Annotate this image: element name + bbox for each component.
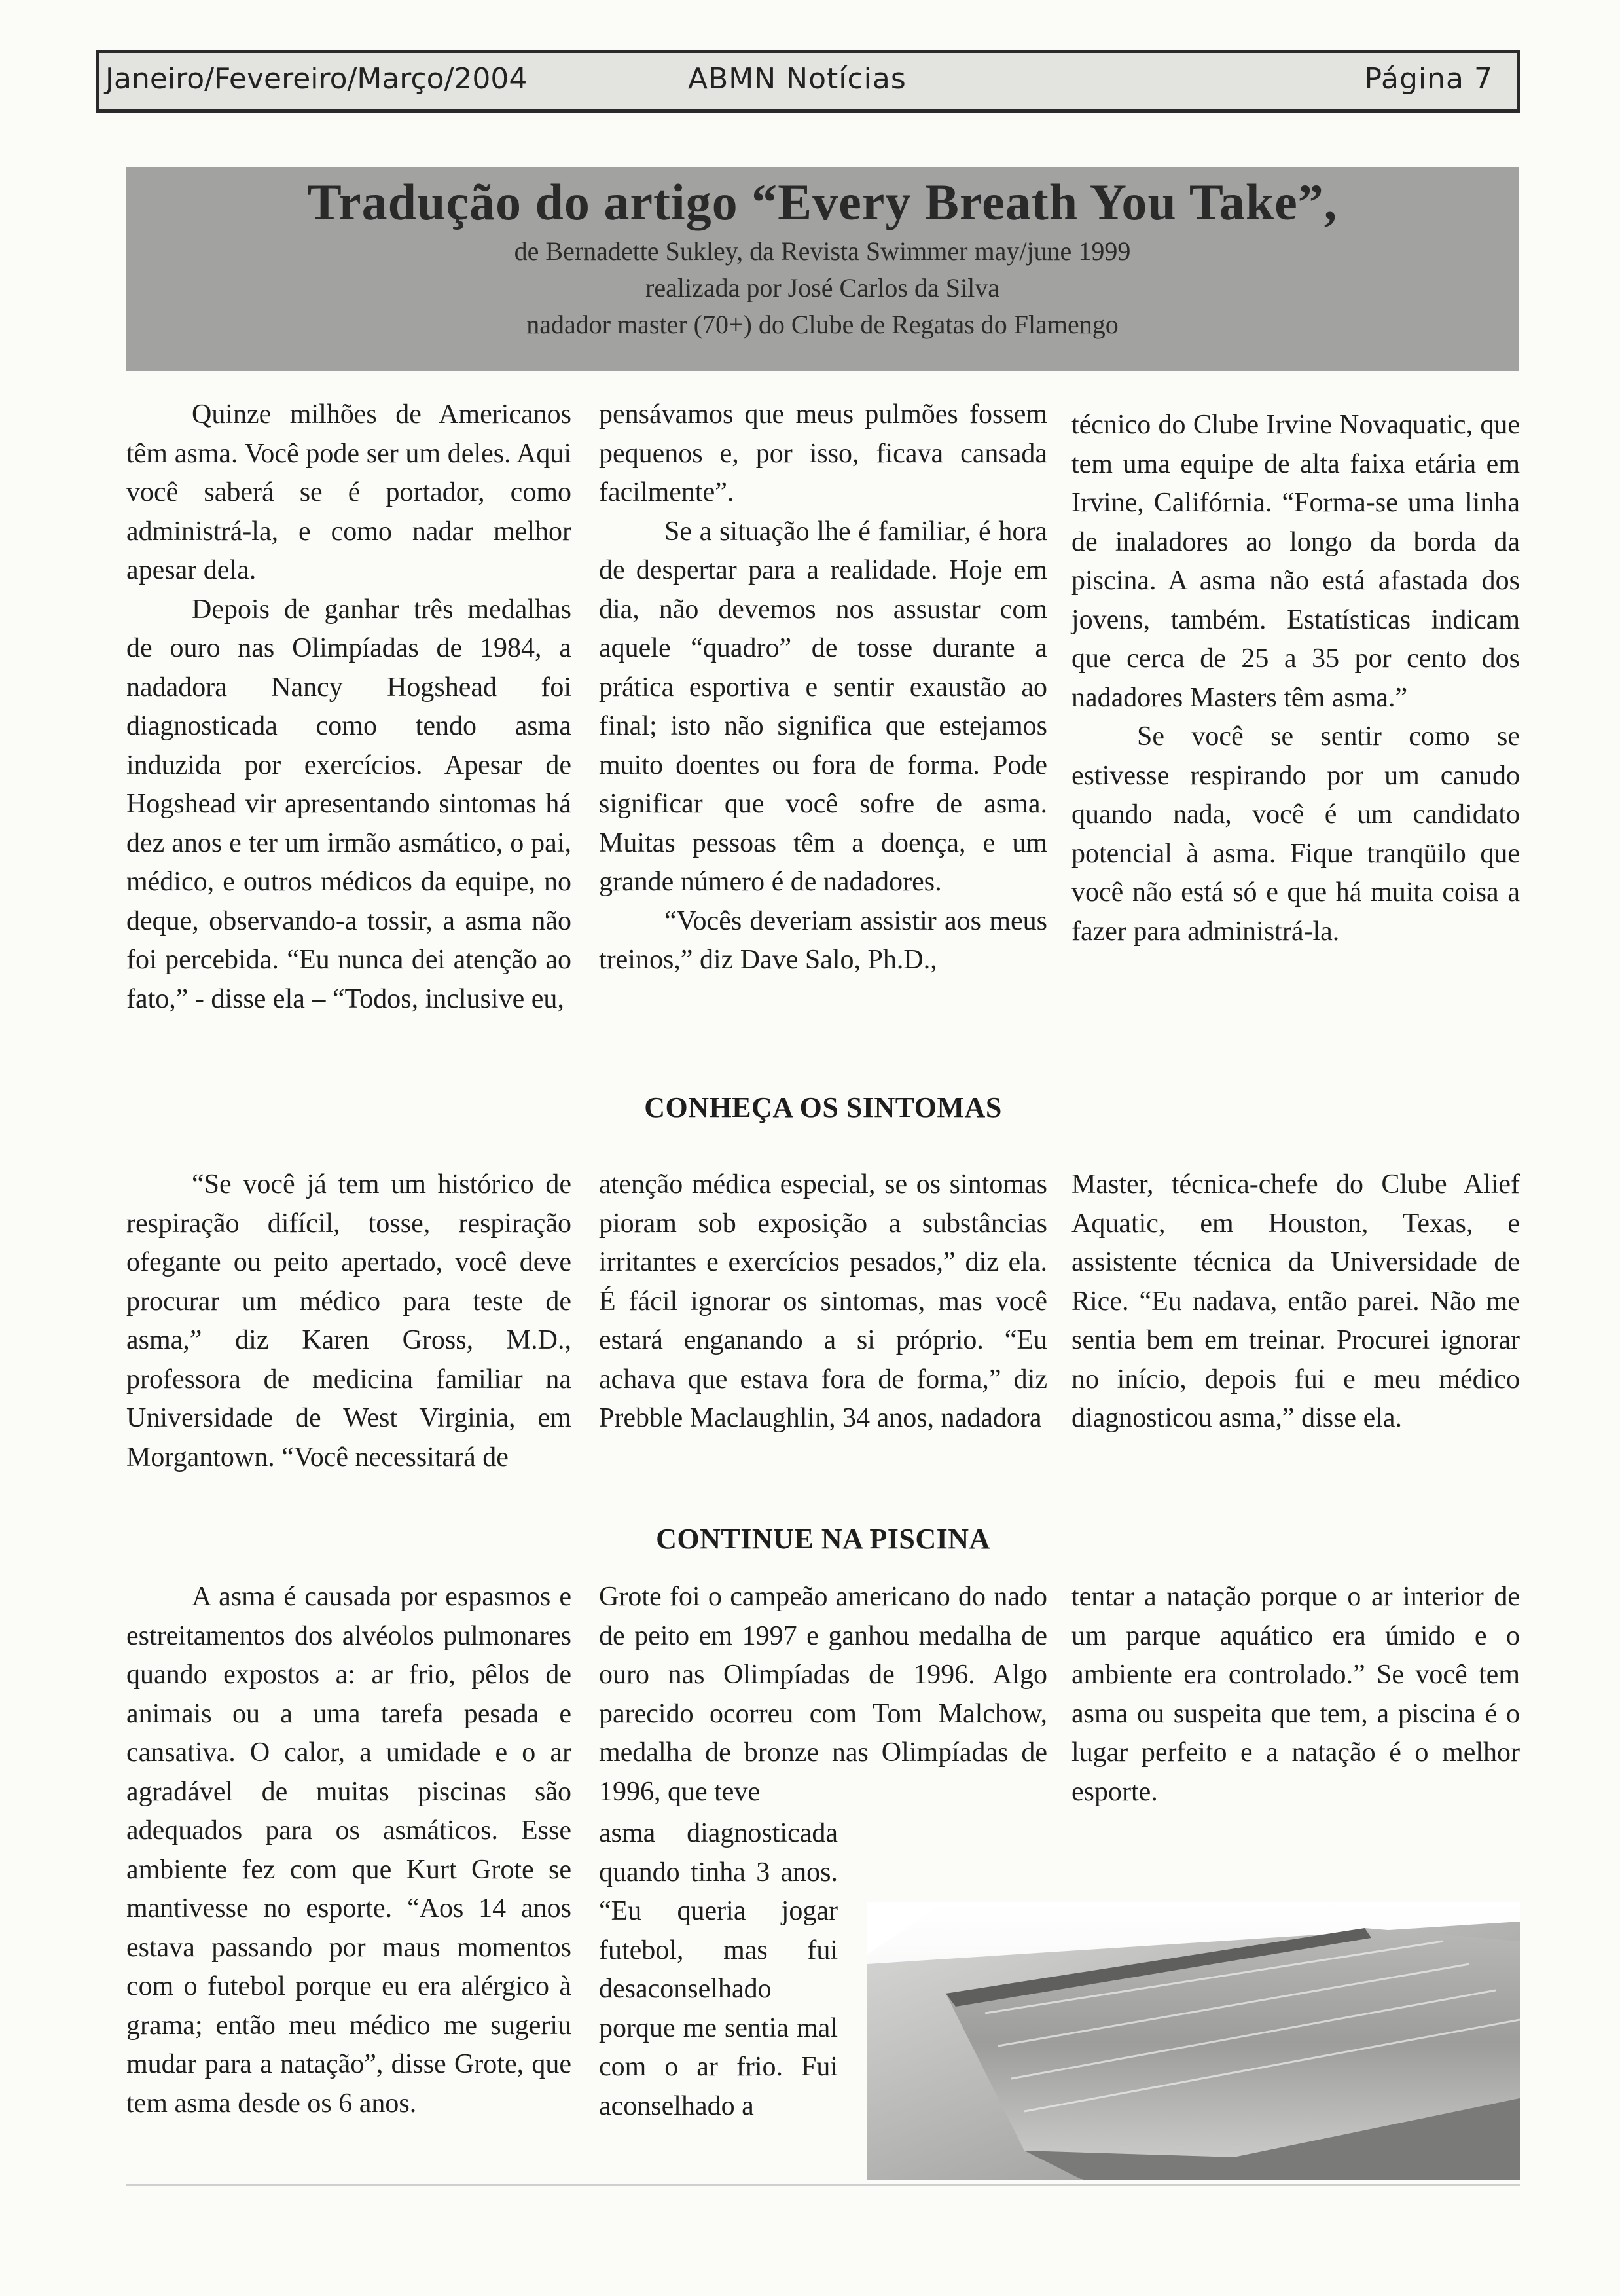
body-paragraph: atenção médica especial, se os sintomas pioram sob exposição a substâncias irritantes e exercícios pesados,” diz ela. É fácil ignorar os sintomas, mas você estará enganando a si próprio. “Eu achava que estava fora de forma,” diz Prebble Maclaughlin, 34 anos, nadadora bbox=[599, 1169, 1047, 1433]
intro-paragraph: Depois de ganhar três medalhas de ouro nas Olimpíadas de 1984, a nadadora Nancy Hogshead foi diagnosticada como tendo asma induzida por exercícios. Apesar de Hogshead vir apresentando sintomas há dez anos e ter um irmão asmático, o pai, médico, e outros médicos da equipe, no deque, observando-a tossir, a asma não foi percebida. “Eu nunca dei atenção ao fato,” - disse ela – “Todos, inclusive eu, bbox=[126, 594, 571, 1014]
article-translator: realizada por José Carlos da Silva bbox=[645, 273, 999, 302]
symptoms-column-3 bbox=[1071, 1165, 1520, 1438]
intro-paragraph: pensávamos que meus pulmões fossem pequenos e, por isso, ficava cansada facilmente”. bbox=[599, 399, 1047, 507]
body-paragraph: A asma é causada por espasmos e estreitamentos dos alvéolos pulmonares quando expostos a: ar frio, pêlos de animais ou a uma tarefa pesada e cansativa. O calor, a umidade e o ar agradável de muitas piscinas são adequados para os asmáticos. Esse ambiente fez com que Kurt Grote se mantivesse no esporte. “Aos 14 anos estava passando por maus momentos com o futebol porque eu era alérgico à grama; então meu médico me sugeriu mudar para a natação”, disse Grote, que tem asma desde os 6 anos. bbox=[126, 1582, 571, 2119]
intro-paragraph: “Vocês deveriam assistir aos meus treinos,” diz Dave Salo, Ph.D., bbox=[599, 905, 1047, 975]
body-paragraph: “Se você já tem um histórico de respiração difícil, tosse, respiração ofegante ou peito apertado, você deve procurar um médico para teste de asma,” diz Karen Gross, M.D., professora de medicina familiar na Universidade de West Virginia, em Morgantown. “Você necessitará de bbox=[126, 1169, 571, 1472]
intro-paragraph: técnico do Clube Irvine Novaquatic, que tem uma equipe de alta faixa etária em Irvine, Califórnia. “Forma-se uma linha de inaladores ao longo da borda da piscina. A asma não está afastada dos jovens, também. Estatísticas indicam que cerca de 25 a 35 por cento dos nadadores Masters têm asma.” bbox=[1071, 410, 1520, 713]
pool-column-2 bbox=[599, 1578, 1047, 1812]
intro-paragraph: Quinze milhões de Americanos têm asma. Você pode ser um deles. Aqui você saberá se é portador, como administrá-la, e como nadar melhor apesar dela. bbox=[126, 399, 571, 585]
page-header bbox=[96, 50, 1520, 113]
section-heading-symptoms: CONHEÇA OS SINTOMAS bbox=[644, 1091, 1002, 1123]
article-byline: de Bernadette Sukley, da Revista Swimmer may/june 1999 bbox=[514, 236, 1131, 266]
pool-column-3 bbox=[1071, 1578, 1520, 1812]
intro-paragraph: Se a situação lhe é familiar, é hora de despertar para a realidade. Hoje em dia, não devemos nos assustar com aquele “quadro” de tosse durante a prática esportiva e sentir exaustão ao final; isto não significa que estejamos muito doentes ou fora de forma. Pode significar que você sofre de asma. Muitas pessoas têm a doença, e um grande número é de nadadores. bbox=[599, 516, 1047, 897]
intro-column-1 bbox=[126, 395, 571, 1019]
article-title: Tradução do artigo “Every Breath You Take”, bbox=[307, 173, 1338, 230]
pool-column-2-continued bbox=[599, 1814, 838, 2126]
article-translator-affiliation: nadador master (70+) do Clube de Regatas do Flamengo bbox=[526, 310, 1119, 339]
intro-column-2 bbox=[599, 395, 1047, 980]
body-paragraph: asma diagnosticada quando tinha 3 anos. “Eu queria jogar futebol, mas fui desaconselhado porque me sentia mal com o ar frio. Fui aconselhado a bbox=[599, 1818, 838, 2121]
swimming-pool-photo bbox=[867, 1902, 1520, 2180]
body-paragraph: Grote foi o campeão americano do nado de peito em 1997 e ganhou medalha de ouro nas Olimpíadas de 1996. Algo parecido ocorreu com Tom Malchow, medalha de bronze nas Olimpíadas de 1996, que teve bbox=[599, 1582, 1047, 1807]
intro-column-3 bbox=[1071, 406, 1520, 951]
publication-name: ABMN Notícias bbox=[688, 62, 907, 96]
intro-paragraph: Se você se sentir como se estivesse respirando por um canudo quando nada, você é um candidato potencial à asma. Fique tranqüilo que você não está só e que há muita coisa a fazer para administrá-la. bbox=[1071, 721, 1520, 947]
symptoms-column-2 bbox=[599, 1165, 1047, 1438]
issue-date: Janeiro/Fevereiro/Março/2004 bbox=[105, 62, 528, 96]
symptoms-column-1 bbox=[126, 1165, 571, 1477]
body-paragraph: Master, técnica-chefe do Clube Alief Aquatic, em Houston, Texas, e assistente técnica da Universidade de Rice. “Eu nadava, então parei. Não me sentia bem em treinar. Procurei ignorar no início, depois fui e meu médico diagnosticou asma,” disse ela. bbox=[1071, 1169, 1520, 1433]
bottom-rule bbox=[126, 2184, 1520, 2186]
page-number: Página 7 bbox=[1364, 62, 1493, 96]
pool-column-1 bbox=[126, 1578, 571, 2123]
section-heading-pool: CONTINUE NA PISCINA bbox=[656, 1523, 990, 1555]
article-title-box bbox=[126, 167, 1519, 371]
body-paragraph: tentar a natação porque o ar interior de um parque aquático era úmido e o ambiente era controlado.” Se você tem asma ou suspeita que tem, a piscina é o lugar perfeito e a natação é o melhor esporte. bbox=[1071, 1582, 1520, 1807]
